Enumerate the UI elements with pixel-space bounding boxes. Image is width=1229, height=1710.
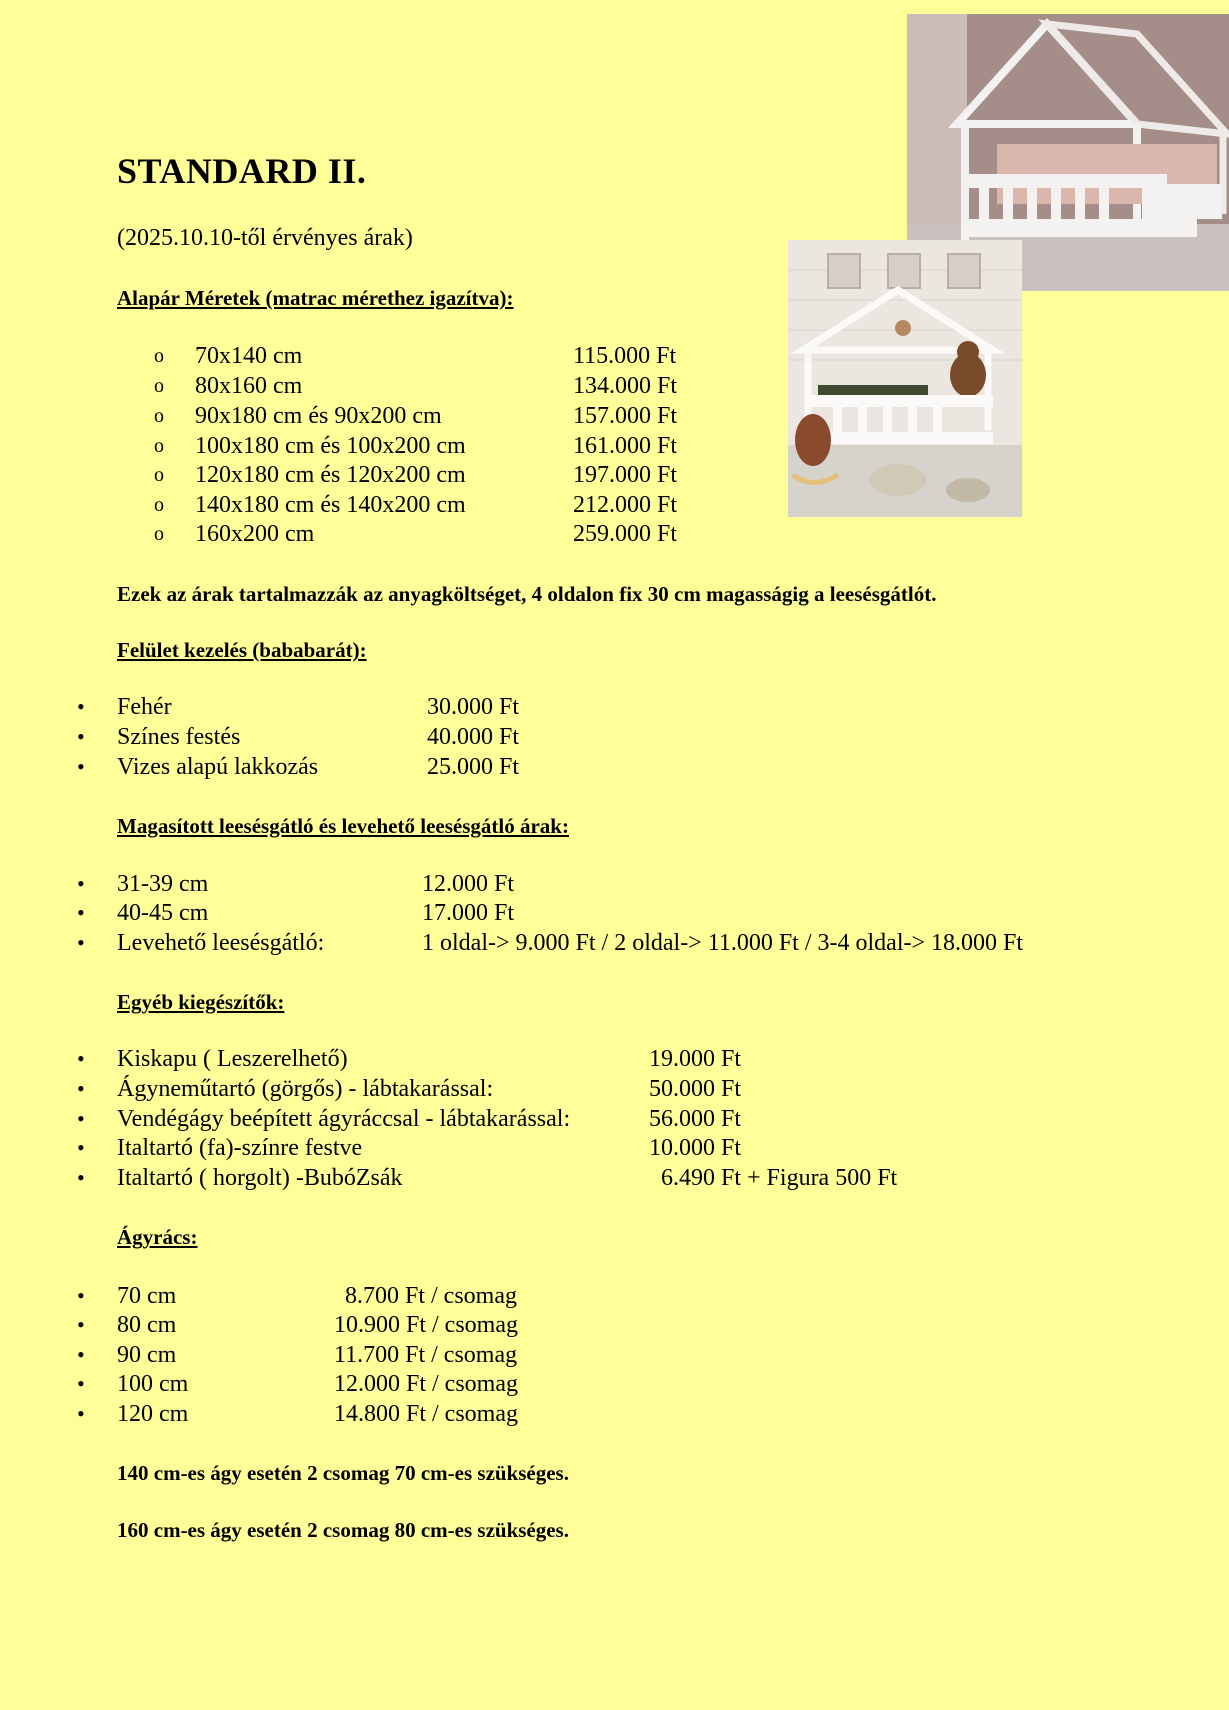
size-price: 157.000 Ft (573, 403, 678, 429)
slats-label: 70 cm (117, 1283, 177, 1309)
circle-marker-icon: o (154, 435, 164, 457)
house-bed-toys-illustration (788, 240, 1022, 517)
bullet-icon: • (77, 724, 85, 749)
size-price: 197.000 Ft (573, 462, 678, 488)
rails-heading: Magasított leesésgátló és levehető leesésgátló árak: (117, 814, 569, 838)
extras-price: 56.000 Ft (649, 1106, 742, 1132)
size-price: 134.000 Ft (573, 373, 678, 399)
bullet-icon: • (77, 754, 85, 779)
extras-label: Italtartó (fa)-színre festve (117, 1135, 363, 1161)
surface-price: 30.000 Ft (427, 694, 520, 720)
rails-label: Levehető leesésgátló: (117, 930, 325, 956)
bullet-icon: • (77, 1312, 85, 1337)
extras-label: Vendégágy beépített ágyráccsal - lábtakarással: (117, 1106, 571, 1132)
page-title: STANDARD II. (117, 151, 367, 191)
extras-label: Kiskapu ( Leszerelhető) (117, 1046, 348, 1072)
circle-marker-icon: o (154, 375, 164, 397)
bullet-icon: • (77, 930, 85, 955)
bullet-icon: • (77, 1076, 85, 1101)
rails-price: 1 oldal-> 9.000 Ft / 2 oldal-> 11.000 Ft / 3-4 oldal-> 18.000 Ft (422, 930, 1024, 956)
size-label: 120x180 cm és 120x200 cm (195, 462, 466, 488)
surface-label: Fehér (117, 694, 172, 720)
circle-marker-icon: o (154, 345, 164, 367)
slats-note-140: 140 cm-es ágy esetén 2 csomag 70 cm-es szükséges. (117, 1461, 569, 1485)
rails-price: 17.000 Ft (422, 900, 515, 926)
slats-price: 10.900 Ft / csomag (334, 1312, 518, 1338)
circle-marker-icon: o (154, 464, 164, 486)
bullet-icon: • (77, 1046, 85, 1071)
extras-heading: Egyéb kiegészítők: (117, 990, 285, 1014)
bullet-icon: • (77, 1106, 85, 1131)
base-price-heading: Alapár Méretek (matrac mérethez igazítva): (117, 286, 514, 310)
surface-heading: Felület kezelés (bababarát): (117, 638, 367, 662)
slats-price: 11.700 Ft / csomag (334, 1342, 518, 1368)
size-price: 161.000 Ft (573, 433, 678, 459)
size-label: 140x180 cm és 140x200 cm (195, 492, 466, 518)
bullet-icon: • (77, 1371, 85, 1396)
bullet-icon: • (77, 1342, 85, 1367)
bullet-icon: • (77, 871, 85, 896)
bullet-icon: • (77, 1401, 85, 1426)
slats-label: 80 cm (117, 1312, 177, 1338)
validity-date: (2025.10.10-től érvényes árak) (117, 225, 413, 251)
rails-label: 31-39 cm (117, 871, 209, 897)
bed-photo-kids-room (788, 240, 1022, 517)
circle-marker-icon: o (154, 494, 164, 516)
size-price: 115.000 Ft (573, 343, 677, 369)
slats-label: 100 cm (117, 1371, 189, 1397)
slats-price: 14.800 Ft / csomag (334, 1401, 518, 1427)
slats-heading: Ágyrács: (117, 1225, 198, 1249)
surface-price: 40.000 Ft (427, 724, 520, 750)
size-price: 259.000 Ft (573, 521, 678, 547)
extras-price: 19.000 Ft (649, 1046, 742, 1072)
size-label: 90x180 cm és 90x200 cm (195, 403, 442, 429)
extras-label: Ágyneműtartó (görgős) - lábtakarással: (117, 1076, 494, 1102)
size-price: 212.000 Ft (573, 492, 678, 518)
circle-marker-icon: o (154, 523, 164, 545)
size-label: 100x180 cm és 100x200 cm (195, 433, 466, 459)
slats-price: 12.000 Ft / csomag (334, 1371, 518, 1397)
surface-label: Vizes alapú lakkozás (117, 754, 319, 780)
extras-price: 6.490 Ft + Figura 500 Ft (661, 1165, 898, 1191)
surface-price: 25.000 Ft (427, 754, 520, 780)
circle-marker-icon: o (154, 405, 164, 427)
surface-label: Színes festés (117, 724, 241, 750)
slats-price: 8.700 Ft / csomag (345, 1283, 517, 1309)
size-label: 70x140 cm (195, 343, 303, 369)
slats-label: 120 cm (117, 1401, 189, 1427)
rails-label: 40-45 cm (117, 900, 209, 926)
rails-price: 12.000 Ft (422, 871, 515, 897)
bullet-icon: • (77, 694, 85, 719)
extras-label: Italtartó ( horgolt) -BubóZsák (117, 1165, 403, 1191)
slats-note-160: 160 cm-es ágy esetén 2 csomag 80 cm-es szükséges. (117, 1518, 569, 1542)
bullet-icon: • (77, 1165, 85, 1190)
bullet-icon: • (77, 1283, 85, 1308)
bullet-icon: • (77, 1135, 85, 1160)
size-label: 80x160 cm (195, 373, 303, 399)
bullet-icon: • (77, 900, 85, 925)
slats-label: 90 cm (117, 1342, 177, 1368)
extras-price: 50.000 Ft (649, 1076, 742, 1102)
included-note: Ezek az árak tartalmazzák az anyagköltséget, 4 oldalon fix 30 cm magasságig a leesésgátlót. (117, 582, 937, 606)
size-label: 160x200 cm (195, 521, 315, 547)
extras-price: 10.000 Ft (649, 1135, 742, 1161)
